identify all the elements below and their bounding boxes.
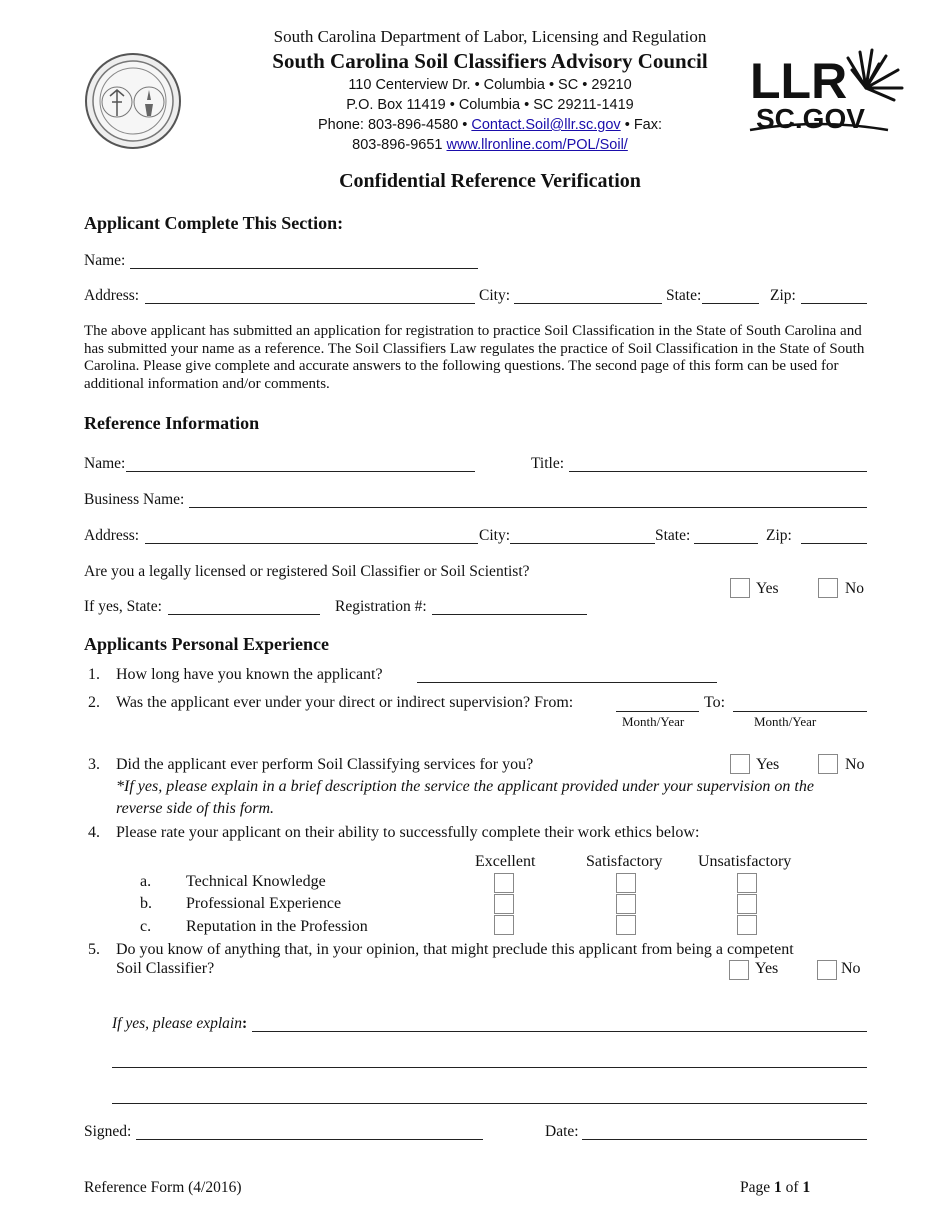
applicant-state-field[interactable] <box>702 303 759 304</box>
page-prefix: Page <box>740 1179 771 1196</box>
email-link[interactable]: Contact.Soil@llr.sc.gov <box>471 117 621 133</box>
q5-text-line-1: Do you know of anything that, in your opinion, that might preclude this applicant from being a competent <box>116 941 794 958</box>
explain-field-line-3[interactable] <box>112 1103 867 1104</box>
technical-unsatisfactory-checkbox[interactable] <box>737 873 757 893</box>
explain-field-line-1[interactable] <box>252 1031 867 1032</box>
q3-no-checkbox[interactable] <box>818 754 838 774</box>
if-yes-state-field[interactable] <box>168 614 320 615</box>
q5-no-checkbox[interactable] <box>817 960 837 980</box>
applicant-section-heading: Applicant Complete This Section: <box>84 213 344 233</box>
q4-text: Please rate your applicant on their ability to successfully complete their work ethics below: <box>116 824 700 841</box>
logo-top-text: LLR <box>750 53 848 109</box>
contact-line <box>250 117 730 133</box>
date-label: Date: <box>545 1123 579 1140</box>
q2-to-field[interactable] <box>733 711 867 712</box>
licensed-no-checkbox[interactable] <box>818 578 838 598</box>
registration-label: Registration #: <box>335 598 427 615</box>
q3-number: 3. <box>88 756 100 773</box>
reference-title-field[interactable] <box>569 471 867 472</box>
council-name: South Carolina Soil Classifiers Advisory Council <box>272 49 708 73</box>
applicant-address-field[interactable] <box>145 303 475 304</box>
q1-number: 1. <box>88 666 100 683</box>
technical-excellent-checkbox[interactable] <box>494 873 514 893</box>
business-name-field[interactable] <box>189 507 867 508</box>
reputation-unsatisfactory-checkbox[interactable] <box>737 915 757 935</box>
q5-yes-label: Yes <box>755 960 779 977</box>
fax-website-line <box>250 137 730 153</box>
state-seal <box>84 52 182 150</box>
explain-field-line-2[interactable] <box>112 1067 867 1068</box>
rating-item-letter: b. <box>140 895 152 912</box>
signature-field[interactable] <box>136 1139 483 1140</box>
reputation-excellent-checkbox[interactable] <box>494 915 514 935</box>
page-current: 1 <box>774 1179 782 1196</box>
q2-number: 2. <box>88 694 100 711</box>
q1-text: How long have you known the applicant? <box>116 666 383 683</box>
professional-satisfactory-checkbox[interactable] <box>616 894 636 914</box>
q2-to-label: To: <box>704 694 726 711</box>
q4-number: 4. <box>88 824 100 841</box>
q1-answer-field[interactable] <box>417 682 717 683</box>
q5-no-label: No <box>841 960 861 977</box>
reference-zip-field[interactable] <box>801 543 867 544</box>
reference-address-label: Address: <box>84 527 140 544</box>
professional-excellent-checkbox[interactable] <box>494 894 514 914</box>
llr-logo <box>748 48 906 132</box>
applicant-address-label: Address: <box>84 287 140 304</box>
reference-name-field[interactable] <box>126 471 475 472</box>
explain-label <box>112 1015 247 1033</box>
experience-section-heading: Applicants Personal Experience <box>84 634 329 654</box>
business-name-label: Business Name: <box>84 491 185 508</box>
address-line-1: 110 Centerview Dr. • Columbia • SC • 29210 <box>348 77 632 93</box>
rating-header-unsatisfactory: Unsatisfactory <box>698 853 792 870</box>
q5-yes-checkbox[interactable] <box>729 960 749 980</box>
q2-text: Was the applicant ever under your direct or indirect supervision? From: <box>116 694 574 711</box>
applicant-name-field[interactable] <box>130 268 478 269</box>
website-link[interactable]: www.llronline.com/POL/Soil/ <box>446 137 628 153</box>
q2-from-field[interactable] <box>616 711 699 712</box>
q3-note-line-2: reverse side of this form. <box>116 800 275 817</box>
professional-unsatisfactory-checkbox[interactable] <box>737 894 757 914</box>
q2-to-hint: Month/Year <box>754 714 817 729</box>
reference-name-label: Name: <box>84 455 126 472</box>
licensed-no-label: No <box>845 580 864 597</box>
applicant-city-label: City: <box>479 287 511 304</box>
rating-item-label: Professional Experience <box>186 895 342 912</box>
reference-address-field[interactable] <box>145 543 478 544</box>
licensed-yes-label: Yes <box>756 580 779 597</box>
signed-label: Signed: <box>84 1123 132 1140</box>
fax-number: 803-896-9651 <box>352 137 443 153</box>
applicant-city-field[interactable] <box>514 303 662 304</box>
q5-text-line-2: Soil Classifier? <box>116 960 215 977</box>
q3-text: Did the applicant ever perform Soil Classifying services for you? <box>116 756 534 773</box>
reference-city-field[interactable] <box>510 543 655 544</box>
applicant-name-label: Name: <box>84 252 126 269</box>
department-name: South Carolina Department of Labor, Licensing and Regulation <box>273 27 707 46</box>
applicant-zip-label: Zip: <box>770 287 796 304</box>
reputation-satisfactory-checkbox[interactable] <box>616 915 636 935</box>
form-title: Confidential Reference Verification <box>339 170 641 192</box>
rating-header-excellent: Excellent <box>475 853 536 870</box>
reference-city-label: City: <box>479 527 511 544</box>
q5-number: 5. <box>88 941 100 958</box>
q3-note-line-1: *If yes, please explain in a brief description the service the applicant provided under your supervision on the <box>116 778 814 795</box>
q2-from-hint: Month/Year <box>622 714 685 729</box>
phone-text: Phone: 803-896-4580 • <box>317 117 468 133</box>
reference-state-label: State: <box>655 527 691 544</box>
explain-label-text: If yes, please explain <box>112 1015 242 1032</box>
rating-item-label: Technical Knowledge <box>186 873 326 890</box>
rating-item-letter: a. <box>140 873 152 890</box>
reference-state-field[interactable] <box>694 543 758 544</box>
applicant-paragraph: The above applicant has submitted an application for registration to practice Soil Classification in the State of South Carolina and has submitted your name as a reference. The Soil Classifiers Law regulates the practice of Soil Classification in the State of South Carolina. Please give complete and accurate answers to the following questions. The second page of this form can be used for additional information and/or comments. <box>84 323 865 392</box>
q3-yes-label: Yes <box>756 756 780 773</box>
fax-label: • Fax: <box>624 117 663 133</box>
q3-no-label: No <box>845 756 865 773</box>
explain-label-colon: : <box>241 1015 248 1032</box>
reference-title-label: Title: <box>531 455 565 472</box>
page-total: 1 <box>802 1179 811 1196</box>
registration-field[interactable] <box>432 614 587 615</box>
page-number <box>740 1179 810 1197</box>
licensed-yes-checkbox[interactable] <box>730 578 750 598</box>
logo-bottom-text: SC.GOV <box>756 103 865 132</box>
rating-item-label: Reputation in the Profession <box>186 918 368 935</box>
form-id: Reference Form (4/2016) <box>84 1179 242 1196</box>
applicant-state-label: State: <box>666 287 702 304</box>
page-of: of <box>785 1179 799 1196</box>
if-yes-state-label: If yes, State: <box>84 598 162 615</box>
rating-item-letter: c. <box>140 918 152 935</box>
q3-yes-checkbox[interactable] <box>730 754 750 774</box>
reference-section-heading: Reference Information <box>84 413 260 433</box>
licensed-question: Are you a legally licensed or registered Soil Classifier or Soil Scientist? <box>84 563 530 580</box>
rating-header-satisfactory: Satisfactory <box>586 853 663 870</box>
date-field[interactable] <box>582 1139 867 1140</box>
reference-zip-label: Zip: <box>766 527 792 544</box>
applicant-zip-field[interactable] <box>801 303 867 304</box>
address-line-2: P.O. Box 11419 • Columbia • SC 29211-1419 <box>346 97 634 113</box>
technical-satisfactory-checkbox[interactable] <box>616 873 636 893</box>
